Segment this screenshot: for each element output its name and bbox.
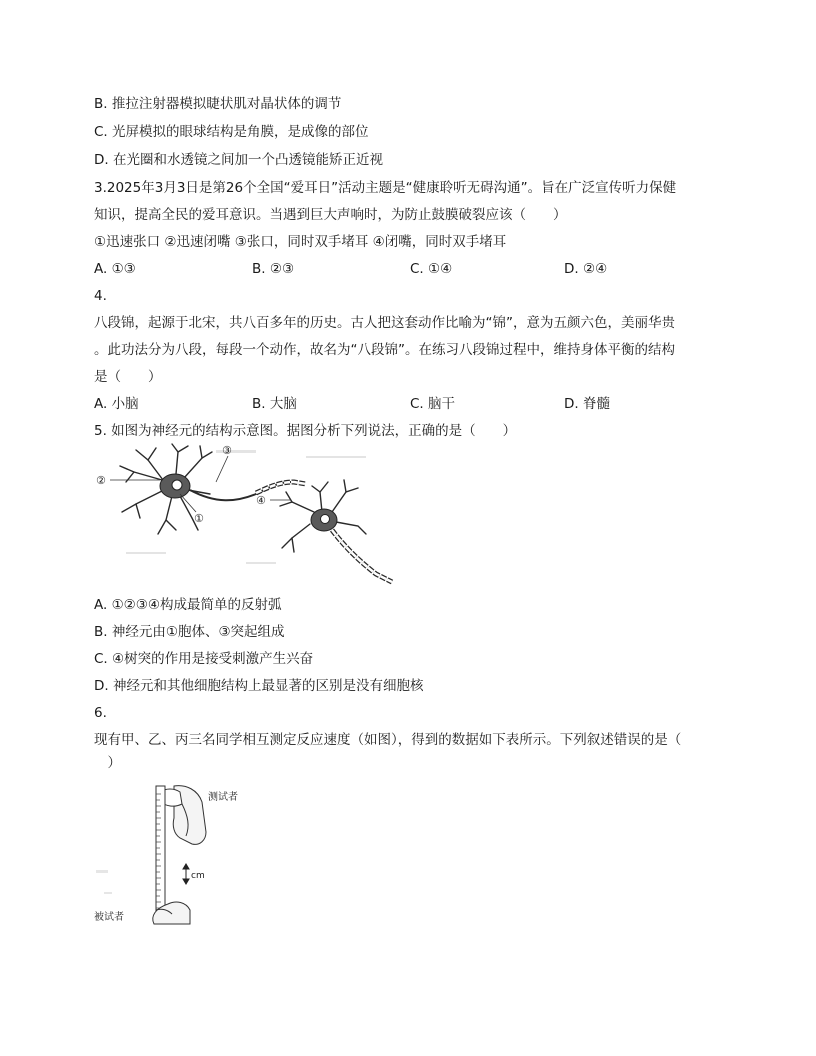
q4-option-d: D. 脊髓 — [564, 396, 610, 412]
label-4: ④ — [256, 494, 266, 507]
q3-stem-line2: 知识，提高全民的爱耳意识。当遇到巨大声响时，为防止鼓膜破裂应该（ ） — [94, 207, 567, 223]
q2-option-c: C. 光屏模拟的眼球结构是角膜，是成像的部位 — [94, 124, 369, 140]
q3-stem-line3: ①迅速张口 ②迅速闭嘴 ③张口，同时双手堵耳 ④闭嘴，同时双手堵耳 — [94, 234, 507, 250]
q4-option-c: C. 脑干 — [410, 396, 456, 412]
q4-stem-line2: 。此功法分为八段，每段一个动作，故名为“八段锦”。在练习八段锦过程中，维持身体平衡的结构 — [94, 342, 675, 358]
q3-option-a: A. ①③ — [94, 261, 136, 277]
q5-stem: 5. 如图为神经元的结构示意图。据图分析下列说法，正确的是（ ） — [94, 423, 517, 439]
distance-arrow — [183, 864, 189, 884]
label-3: ③ — [222, 444, 232, 457]
ruler-drop-diagram — [94, 780, 244, 926]
label-1: ① — [194, 512, 204, 525]
q6-number: 6. — [94, 705, 107, 721]
q6-stem-line1: 现有甲、乙、丙三名同学相互测定反应速度（如图），得到的数据如下表所示。下列叙述错误的是（ — [94, 732, 682, 748]
label-2: ② — [96, 474, 106, 487]
neuron-figure — [96, 442, 396, 590]
figure-background-noise — [126, 450, 366, 564]
q3-option-b: B. ②③ — [252, 261, 295, 277]
ruler — [156, 786, 165, 914]
q3-stem-line1: 3.2025年3月3日是第26个全国“爱耳日”活动主题是“健康聆听无碍沟通”。旨在广泛宣传听力保健 — [94, 180, 677, 196]
reaction-test-figure — [94, 780, 244, 926]
q4-stem-line1: 八段锦，起源于北宋，共八百多年的历史。古人把这套动作比喻为“锦”，意为五颜六色，美丽华贵 — [94, 315, 675, 331]
q3-option-d: D. ②④ — [564, 261, 608, 277]
q3-option-c: C. ①④ — [410, 261, 453, 277]
q4-stem-line3: 是（ ） — [94, 369, 162, 385]
q3-options — [94, 260, 722, 278]
q5-option-d: D. 神经元和其他细胞结构上最显著的区别是没有细胞核 — [94, 678, 424, 694]
neuron2-axon — [332, 530, 392, 582]
axon — [190, 482, 291, 500]
neuron-diagram — [96, 442, 396, 590]
q2-option-b: B. 推拉注射器模拟睫状肌对晶状体的调节 — [94, 96, 342, 112]
q4-option-b: B. 大脑 — [252, 396, 297, 412]
unit-label: cm — [191, 871, 205, 881]
q6-stem-line2: ） — [94, 755, 121, 771]
tester-label: 测试者 — [208, 792, 238, 803]
q5-option-c: C. ④树突的作用是接受刺激产生兴奋 — [94, 651, 314, 667]
q4-options — [94, 395, 722, 413]
q2-option-d: D. 在光圈和水透镜之间加一个凸透镜能矫正近视 — [94, 152, 383, 168]
q4-number: 4. — [94, 288, 107, 304]
q5-option-b: B. 神经元由①胞体、③突起组成 — [94, 624, 285, 640]
neuron1-nucleus — [172, 480, 182, 490]
neuron2-nucleus — [321, 515, 330, 524]
q4-option-a: A. 小脑 — [94, 396, 139, 412]
q5-option-a: A. ①②③④构成最简单的反射弧 — [94, 597, 282, 613]
subject-label: 被试者 — [94, 912, 124, 923]
